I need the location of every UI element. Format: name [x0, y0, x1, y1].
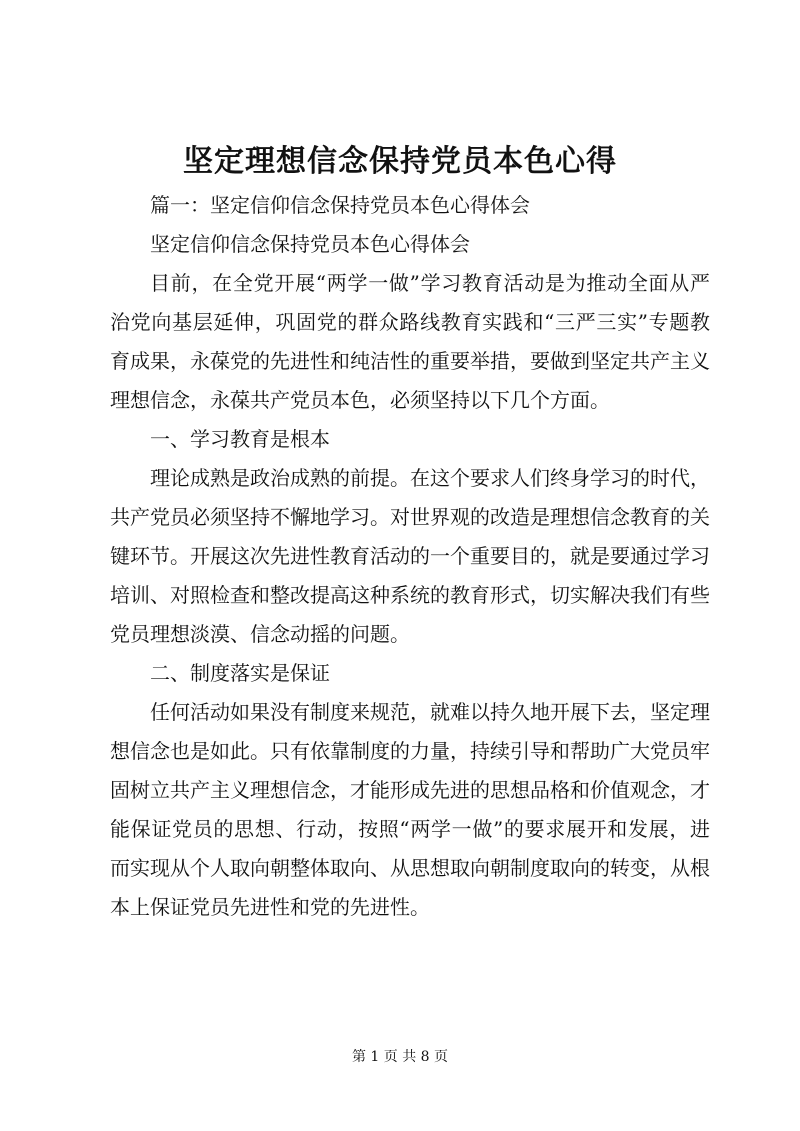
- section-heading: 篇一：坚定信仰信念保持党员本色心得体会: [150, 193, 530, 217]
- paragraph: 任何活动如果没有制度来规范，就难以持久地开展下去，坚定理想信念也是如此。只有依靠制度的力量，持续引导和帮助广大党员牢固树立共产主义理想信念，才能形成先进的思想品格和价值观念，才能保证党员的思想、行动，按照“两学一做”的要求展开和发展，进而实现从个人取向朝整体取向、从思想取向朝制度取向的转变，从根本上保证党员先进性和党的先进性。: [110, 700, 710, 919]
- paragraph: 理论成熟是政治成熟的前提。在这个要求人们终身学习的时代，共产党员必须坚持不懈地学习。对世界观的改造是理想信念教育的关键环节。开展这次先进性教育活动的一个重要目的，就是要通过学习培训、对照检查和整改提高这种系统的教育形式，切实解决我们有些党员理想淡漠、信念动摇的问题。: [110, 466, 710, 646]
- page-number: 第 1 页 共 8 页: [351, 1049, 449, 1065]
- section-heading: 一、学习教育是根本: [150, 427, 330, 451]
- paragraph: 目前，在全党开展“两学一做”学习教育活动是为推动全面从严治党向基层延伸，巩固党的群众路线教育实践和“三严三实”专题教育成果，永葆党的先进性和纯洁性的重要举措，要做到坚定共产主义理想信念，永葆共产党员本色，必须坚持以下几个方面。: [110, 271, 710, 412]
- subtitle: 坚定信仰信念保持党员本色心得体会: [150, 232, 470, 256]
- document-body: [110, 186, 710, 927]
- page-title: 坚定理想信念保持党员本色心得: [183, 144, 617, 179]
- section-heading: 二、制度落实是保证: [150, 661, 330, 685]
